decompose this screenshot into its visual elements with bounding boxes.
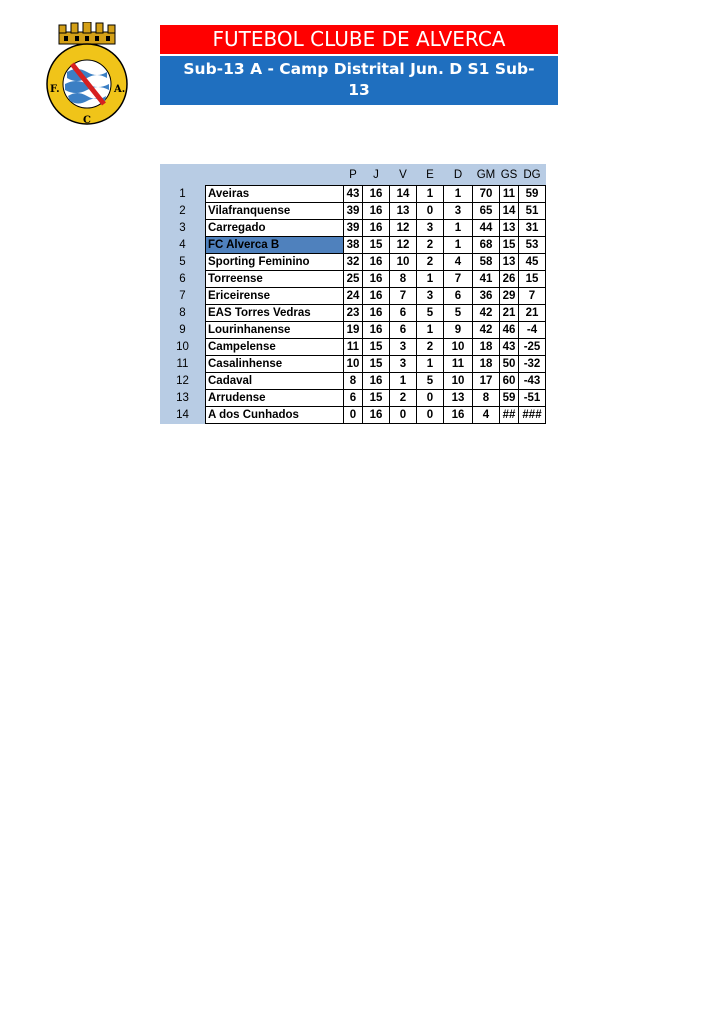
row-stat-gs: 13	[500, 220, 519, 237]
row-team-name: EAS Torres Vedras	[206, 305, 344, 322]
row-stat-j: 16	[363, 373, 390, 390]
row-stat-gm: 18	[473, 339, 500, 356]
row-stat-j: 16	[363, 186, 390, 203]
subtitle-line-2: 13	[348, 81, 370, 99]
table-row	[160, 390, 546, 407]
row-stat-gm: 58	[473, 254, 500, 271]
club-title: FUTEBOL CLUBE DE ALVERCA	[160, 25, 558, 54]
row-stat-gs: 21	[500, 305, 519, 322]
row-stat-dg: 15	[519, 271, 546, 288]
row-stat-d: 5	[444, 305, 473, 322]
row-position: 9	[160, 322, 206, 339]
row-stat-j: 16	[363, 220, 390, 237]
table-row	[160, 203, 546, 220]
row-stat-p: 39	[344, 203, 363, 220]
row-stat-v: 7	[390, 288, 417, 305]
row-team-name: Torreense	[206, 271, 344, 288]
row-stat-gs: 13	[500, 254, 519, 271]
row-stat-gm: 41	[473, 271, 500, 288]
row-stat-d: 1	[444, 186, 473, 203]
row-stat-gs: 11	[500, 186, 519, 203]
col-header-pos	[160, 164, 206, 186]
row-stat-gs: 15	[500, 237, 519, 254]
crown-icon	[59, 22, 115, 44]
row-stat-j: 16	[363, 322, 390, 339]
row-stat-v: 6	[390, 322, 417, 339]
row-stat-d: 1	[444, 237, 473, 254]
row-stat-e: 1	[417, 322, 444, 339]
table-row	[160, 407, 546, 424]
row-position: 14	[160, 407, 206, 424]
row-stat-v: 3	[390, 339, 417, 356]
row-stat-d: 11	[444, 356, 473, 373]
row-stat-d: 7	[444, 271, 473, 288]
row-stat-p: 19	[344, 322, 363, 339]
table-row	[160, 373, 546, 390]
table-row	[160, 356, 546, 373]
col-header-d: D	[444, 164, 473, 186]
row-stat-e: 0	[417, 390, 444, 407]
row-stat-e: 2	[417, 237, 444, 254]
col-header-e: E	[417, 164, 444, 186]
row-stat-v: 3	[390, 356, 417, 373]
row-stat-j: 16	[363, 254, 390, 271]
table-row	[160, 288, 546, 305]
table-row	[160, 322, 546, 339]
row-stat-j: 15	[363, 339, 390, 356]
row-stat-v: 12	[390, 237, 417, 254]
row-stat-v: 1	[390, 373, 417, 390]
row-stat-dg: -51	[519, 390, 546, 407]
row-stat-j: 16	[363, 407, 390, 424]
row-team-name: Campelense	[206, 339, 344, 356]
row-stat-gs: 50	[500, 356, 519, 373]
table-row	[160, 339, 546, 356]
row-position: 10	[160, 339, 206, 356]
row-stat-p: 43	[344, 186, 363, 203]
row-team-name: Aveiras	[206, 186, 344, 203]
row-stat-dg: -43	[519, 373, 546, 390]
row-stat-p: 32	[344, 254, 363, 271]
row-stat-e: 1	[417, 186, 444, 203]
row-stat-e: 2	[417, 254, 444, 271]
row-stat-p: 38	[344, 237, 363, 254]
row-stat-j: 16	[363, 203, 390, 220]
league-standings-table	[160, 164, 546, 424]
row-stat-gs: 26	[500, 271, 519, 288]
row-stat-v: 10	[390, 254, 417, 271]
row-stat-gs: 29	[500, 288, 519, 305]
row-position: 6	[160, 271, 206, 288]
svg-text:C: C	[83, 115, 91, 126]
row-stat-j: 16	[363, 305, 390, 322]
table-row	[160, 271, 546, 288]
row-stat-d: 16	[444, 407, 473, 424]
row-stat-v: 0	[390, 407, 417, 424]
row-stat-dg: 59	[519, 186, 546, 203]
row-position: 5	[160, 254, 206, 271]
row-stat-j: 15	[363, 237, 390, 254]
row-position: 7	[160, 288, 206, 305]
row-stat-gs: ##	[500, 407, 519, 424]
row-stat-p: 39	[344, 220, 363, 237]
row-stat-d: 4	[444, 254, 473, 271]
row-stat-gm: 36	[473, 288, 500, 305]
row-stat-d: 3	[444, 203, 473, 220]
competition-subtitle	[160, 56, 558, 105]
row-stat-j: 16	[363, 288, 390, 305]
row-stat-p: 6	[344, 390, 363, 407]
row-position: 1	[160, 186, 206, 203]
row-position: 13	[160, 390, 206, 407]
row-stat-dg: -25	[519, 339, 546, 356]
row-position: 4	[160, 237, 206, 254]
row-team-name: Vilafranquense	[206, 203, 344, 220]
row-stat-e: 5	[417, 305, 444, 322]
row-stat-dg: ###	[519, 407, 546, 424]
row-stat-d: 13	[444, 390, 473, 407]
row-stat-e: 0	[417, 407, 444, 424]
row-team-name: Lourinhanense	[206, 322, 344, 339]
row-stat-gm: 17	[473, 373, 500, 390]
row-team-name: Carregado	[206, 220, 344, 237]
row-stat-e: 1	[417, 271, 444, 288]
row-stat-p: 11	[344, 339, 363, 356]
row-stat-d: 9	[444, 322, 473, 339]
table-row	[160, 237, 546, 254]
svg-text:F.: F.	[50, 84, 60, 95]
row-stat-v: 13	[390, 203, 417, 220]
row-stat-p: 0	[344, 407, 363, 424]
row-stat-gm: 18	[473, 356, 500, 373]
row-stat-dg: 31	[519, 220, 546, 237]
row-position: 2	[160, 203, 206, 220]
col-header-gs: GS	[500, 164, 519, 186]
table-row	[160, 305, 546, 322]
row-team-name: Sporting Feminino	[206, 254, 344, 271]
row-stat-v: 12	[390, 220, 417, 237]
row-stat-v: 6	[390, 305, 417, 322]
row-team-name: Casalinhense	[206, 356, 344, 373]
row-stat-gm: 42	[473, 305, 500, 322]
row-team-name: Arrudense	[206, 390, 344, 407]
row-stat-dg: 7	[519, 288, 546, 305]
col-header-team	[206, 164, 344, 186]
row-stat-d: 1	[444, 220, 473, 237]
row-position: 3	[160, 220, 206, 237]
row-stat-e: 3	[417, 288, 444, 305]
table-row	[160, 186, 546, 203]
row-stat-gm: 65	[473, 203, 500, 220]
row-stat-gm: 44	[473, 220, 500, 237]
row-team-name: A dos Cunhados	[206, 407, 344, 424]
row-stat-d: 10	[444, 373, 473, 390]
row-stat-gs: 60	[500, 373, 519, 390]
row-stat-dg: -32	[519, 356, 546, 373]
row-stat-e: 1	[417, 356, 444, 373]
row-stat-p: 24	[344, 288, 363, 305]
row-stat-e: 3	[417, 220, 444, 237]
table-row	[160, 220, 546, 237]
row-stat-gs: 14	[500, 203, 519, 220]
row-stat-gm: 4	[473, 407, 500, 424]
row-position: 12	[160, 373, 206, 390]
row-stat-v: 8	[390, 271, 417, 288]
row-stat-e: 5	[417, 373, 444, 390]
row-stat-dg: 45	[519, 254, 546, 271]
row-stat-v: 14	[390, 186, 417, 203]
col-header-gm: GM	[473, 164, 500, 186]
row-stat-dg: 21	[519, 305, 546, 322]
col-header-j: J	[363, 164, 390, 186]
row-team-name: FC Alverca B	[206, 237, 344, 254]
row-stat-p: 10	[344, 356, 363, 373]
row-team-name: Ericeirense	[206, 288, 344, 305]
row-stat-j: 15	[363, 356, 390, 373]
row-stat-d: 6	[444, 288, 473, 305]
row-stat-gs: 43	[500, 339, 519, 356]
subtitle-line-1: Sub-13 A - Camp Distrital Jun. D S1 Sub-	[183, 60, 535, 78]
table-row	[160, 254, 546, 271]
row-stat-gs: 46	[500, 322, 519, 339]
row-position: 8	[160, 305, 206, 322]
col-header-dg: DG	[519, 164, 546, 186]
row-stat-dg: 51	[519, 203, 546, 220]
row-stat-gm: 42	[473, 322, 500, 339]
row-stat-dg: 53	[519, 237, 546, 254]
row-stat-d: 10	[444, 339, 473, 356]
row-stat-p: 8	[344, 373, 363, 390]
col-header-v: V	[390, 164, 417, 186]
row-team-name: Cadaval	[206, 373, 344, 390]
row-position: 11	[160, 356, 206, 373]
table-body	[160, 186, 546, 424]
row-stat-e: 0	[417, 203, 444, 220]
row-stat-p: 25	[344, 271, 363, 288]
row-stat-j: 16	[363, 271, 390, 288]
row-stat-dg: -4	[519, 322, 546, 339]
row-stat-v: 2	[390, 390, 417, 407]
club-crest-logo	[42, 22, 132, 126]
table-header-row	[160, 164, 546, 186]
row-stat-gm: 8	[473, 390, 500, 407]
row-stat-gs: 59	[500, 390, 519, 407]
svg-text:A.: A.	[114, 84, 126, 95]
col-header-p: P	[344, 164, 363, 186]
row-stat-j: 15	[363, 390, 390, 407]
row-stat-p: 23	[344, 305, 363, 322]
row-stat-gm: 68	[473, 237, 500, 254]
row-stat-gm: 70	[473, 186, 500, 203]
row-stat-e: 2	[417, 339, 444, 356]
